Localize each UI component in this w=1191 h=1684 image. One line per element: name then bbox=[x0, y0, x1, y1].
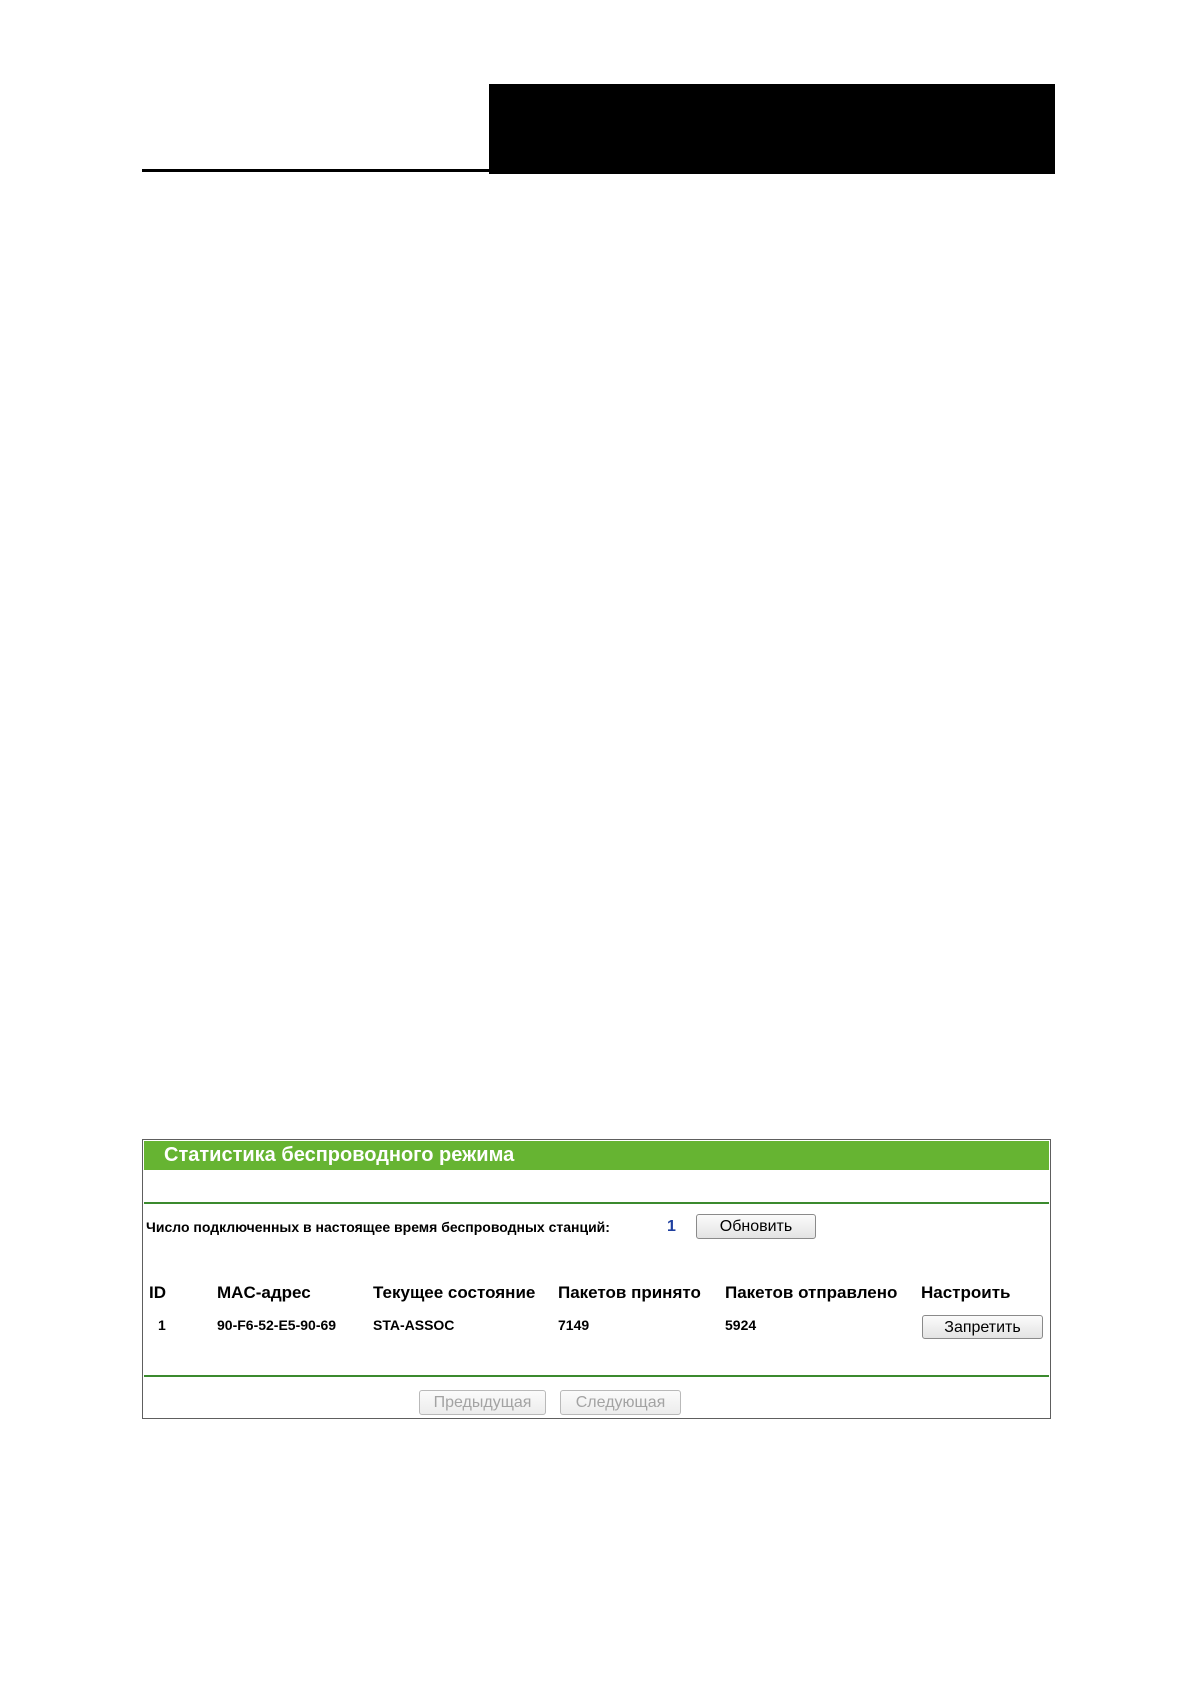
stations-count: 1 bbox=[667, 1218, 676, 1235]
cell-id: 1 bbox=[158, 1317, 166, 1333]
column-header-state: Текущее состояние bbox=[373, 1283, 536, 1302]
divider-bottom bbox=[144, 1375, 1049, 1377]
column-header-received: Пакетов принято bbox=[558, 1283, 701, 1302]
stations-label: Число подключенных в настоящее время беспроводных станций: bbox=[146, 1219, 610, 1235]
next-page-button[interactable]: Следующая bbox=[560, 1390, 681, 1415]
column-header-configure: Настроить bbox=[921, 1283, 1011, 1302]
column-header-mac: MAC-адрес bbox=[217, 1283, 311, 1302]
cell-mac: 90-F6-52-E5-90-69 bbox=[217, 1317, 337, 1333]
panel-title: Статистика беспроводного режима bbox=[144, 1141, 1049, 1170]
cell-received: 7149 bbox=[558, 1317, 590, 1333]
page-header-block bbox=[489, 84, 1055, 174]
divider-top bbox=[144, 1202, 1049, 1204]
page-header-rule bbox=[142, 169, 491, 172]
deny-button[interactable]: Запретить bbox=[922, 1315, 1043, 1339]
column-header-id: ID bbox=[149, 1283, 166, 1302]
refresh-button[interactable]: Обновить bbox=[696, 1214, 816, 1239]
wireless-statistics-panel bbox=[142, 1139, 1051, 1419]
previous-page-button[interactable]: Предыдущая bbox=[419, 1390, 546, 1415]
cell-state: STA-ASSOC bbox=[373, 1317, 455, 1333]
cell-sent: 5924 bbox=[725, 1317, 757, 1333]
column-header-sent: Пакетов отправлено bbox=[725, 1283, 898, 1302]
